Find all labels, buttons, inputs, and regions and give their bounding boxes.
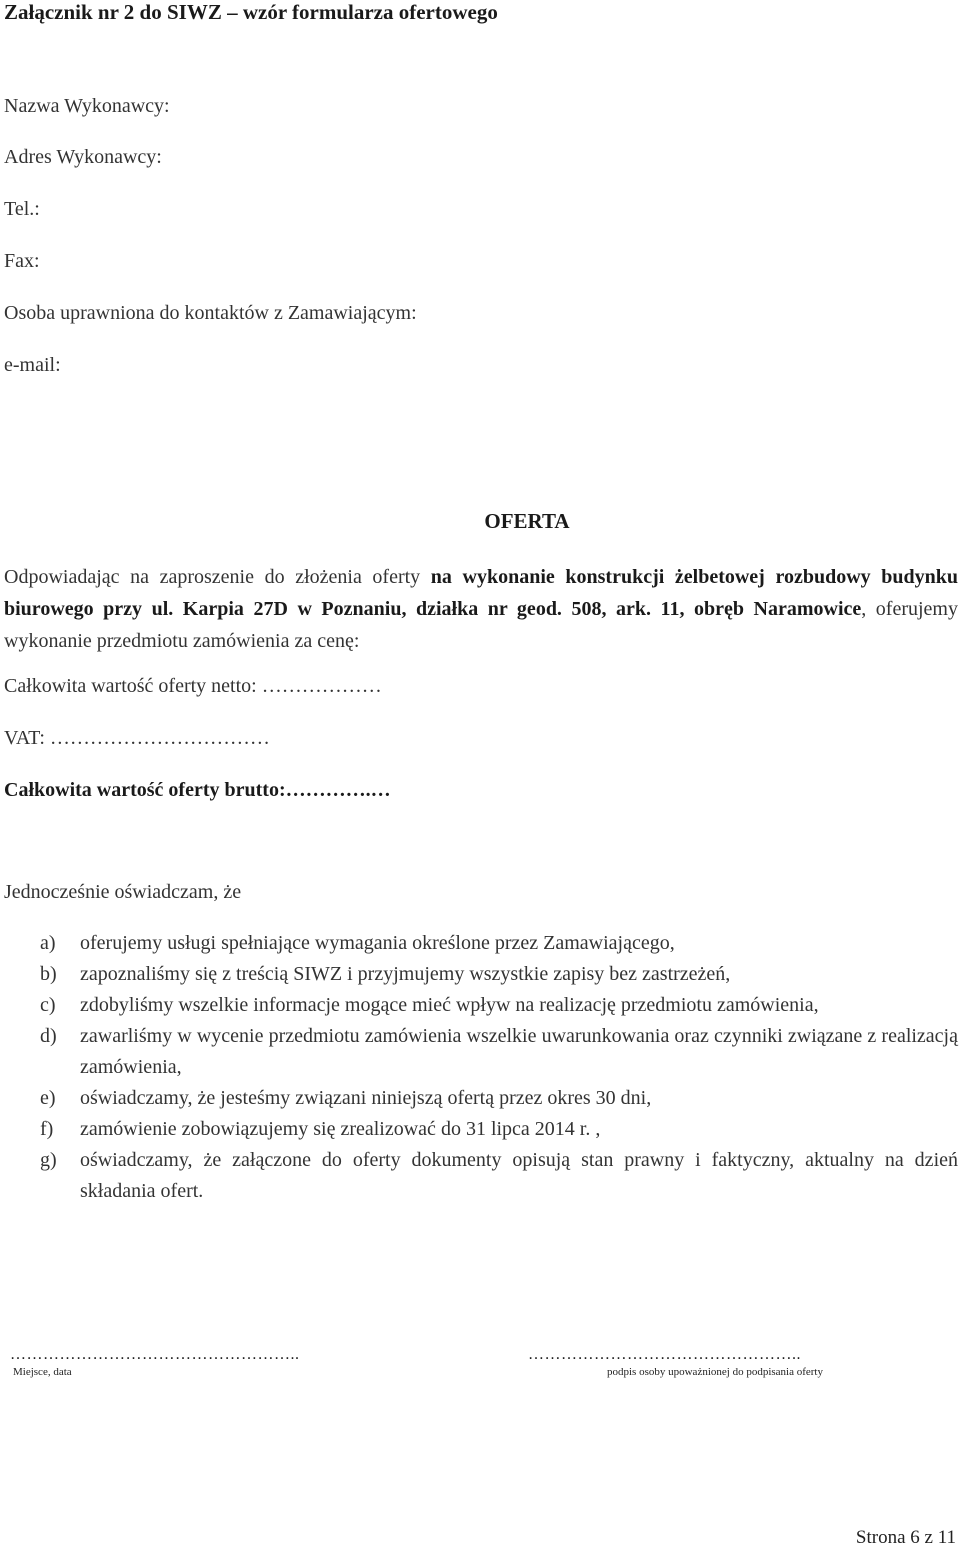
gross-price-dots: ………….… [285,779,391,801]
intro-prefix: Odpowiadając na zaproszenie do złożenia oferty [4,566,431,588]
item-text: oświadczamy, że załączone do oferty dokumenty opisują stan prawny i faktyczny, aktualny na dzień składania ofert. [80,1149,958,1202]
list-item [40,1021,958,1083]
item-letter: b) [40,963,57,985]
offer-title: OFERTA [484,509,570,533]
list-item [40,1145,958,1207]
intro-suffix: , oferujemy wykonanie przedmiotu zamówienia za cenę: [4,598,958,652]
item-letter: f) [40,1118,54,1140]
gross-price-label: Całkowita wartość oferty brutto: [4,779,286,801]
item-letter: c) [40,994,56,1016]
field-contractor-name: Nazwa Wykonawcy: [4,95,170,117]
place-date-caption: Miejsce, data [13,1366,72,1378]
list-item [40,990,958,1021]
list-item [40,1083,958,1114]
item-text: oświadczamy, że jesteśmy związani niniejszą ofertą przez okres 30 dni, [80,1087,652,1109]
item-text: zamówienie zobowiązujemy się zrealizować do 31 lipca 2014 r. , [80,1118,601,1140]
field-email: e-mail: [4,354,61,376]
list-item [40,959,958,990]
vat-dots: …………………………… [49,727,270,749]
item-text: zawarliśmy w wycenie przedmiotu zamówienia wszelkie uwarunkowania oraz czynniki związane z realizacją zamówienia, [80,1025,958,1078]
net-price-line [4,675,382,698]
intro-subject: na wykonanie konstrukcji żelbetowej rozbudowy budynku biurowego przy ul. Karpia 27D w Poznaniu, działka nr geod. 508, ark. 11, obręb Naramowice [4,566,958,620]
item-letter: e) [40,1087,56,1109]
item-text: zdobyliśmy wszelkie informacje mogące mieć wpływ na realizację przedmiotu zamówienia, [80,994,819,1016]
item-letter: a) [40,932,56,954]
list-item [40,928,958,959]
offer-intro [4,561,958,657]
vat-label: VAT: [4,727,45,749]
declarations-list [40,928,958,1207]
net-price-label: Całkowita wartość oferty netto: [4,675,257,697]
attachment-header: Załącznik nr 2 do SIWZ – wzór formularza ofertowego [4,0,498,24]
declarations-heading: Jednocześnie oświadczam, że [4,881,242,903]
signature-dots: ………………………………………….. [528,1346,801,1363]
list-item [40,1114,958,1145]
page-number: Strona 6 z 11 [855,1527,956,1548]
net-price-dots: ……………… [261,675,382,697]
item-letter: g) [40,1149,57,1171]
place-date-dots: …………………………………………….. [10,1346,300,1363]
item-text: oferujemy usługi spełniające wymagania określone przez Zamawiającego, [80,932,675,954]
signature-caption: podpis osoby upoważnionej do podpisania oferty [607,1366,823,1378]
field-contact-person: Osoba uprawniona do kontaktów z Zamawiającym: [4,302,417,324]
item-text: zapoznaliśmy się z treścią SIWZ i przyjmujemy wszystkie zapisy bez zastrzeżeń, [80,963,731,985]
gross-price-line [4,779,391,802]
item-letter: d) [40,1025,57,1047]
field-fax: Fax: [4,250,40,272]
field-phone: Tel.: [4,198,40,220]
vat-line [4,727,270,750]
field-contractor-address: Adres Wykonawcy: [4,146,162,168]
